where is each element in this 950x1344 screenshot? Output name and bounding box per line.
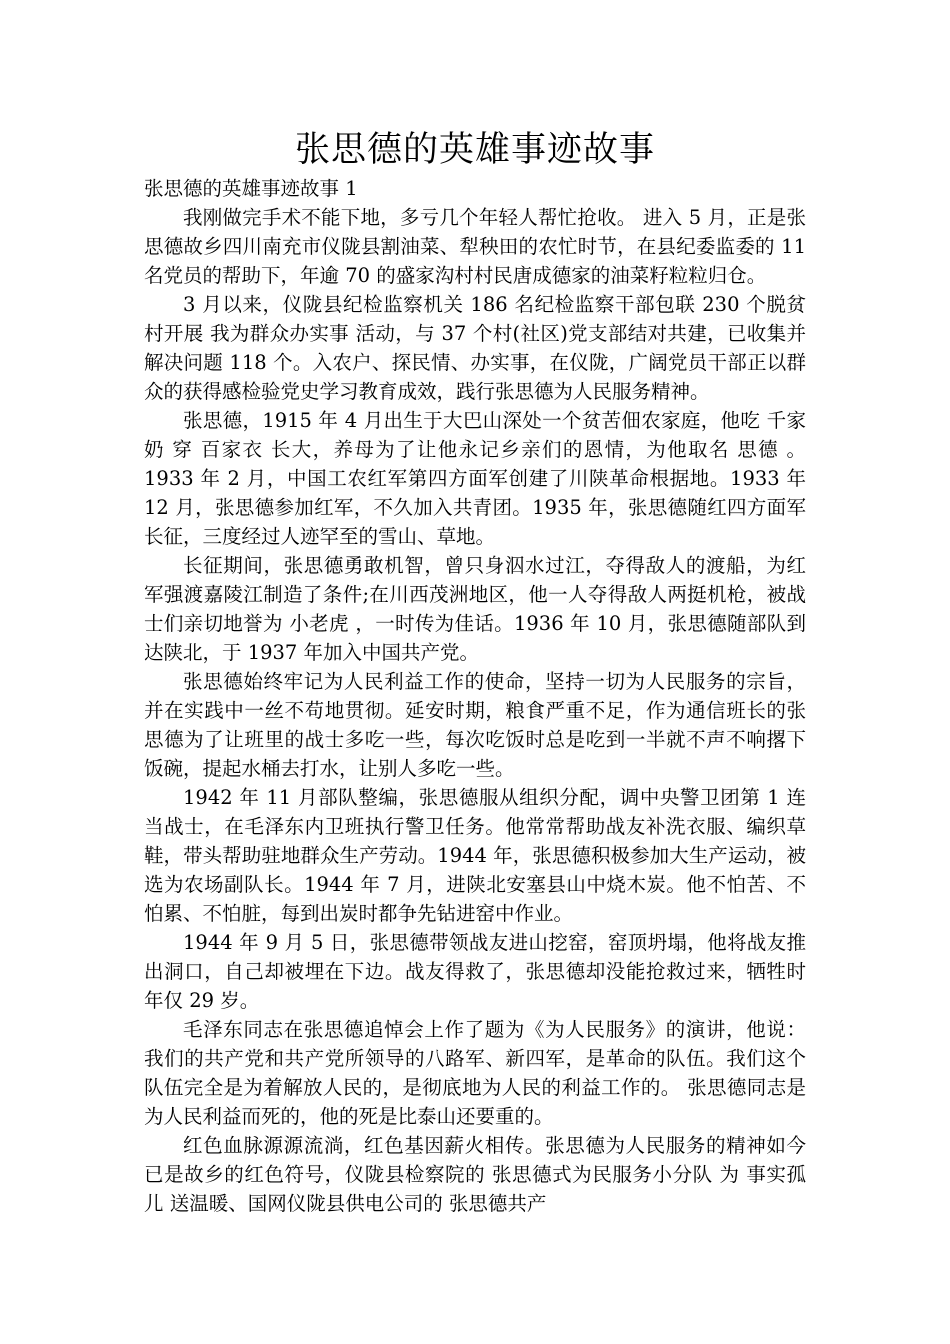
paragraph-7: 1944 年 9 月 5 日，张思德带领战友进山挖窑，窑顶坍塌，他将战友推出洞口，自己却被埋在下边。战友得救了，张思德却没能抢救过来，牺牲时年仅 29 岁。 bbox=[144, 931, 806, 1012]
paragraph-8: 毛泽东同志在张思德追悼会上作了题为《为人民服务》的演讲，他说： 我们的共产党和共产党所领导的八路军、新四军，是革命的队伍。我们这个队伍完全是为着解放人民的，是彻底地为人民的利益工作的。 张思德同志是为人民利益而死的，他的死是比泰山还要重的。 bbox=[144, 1018, 806, 1128]
paragraph-5: 张思德始终牢记为人民利益工作的使命，坚持一切为人民服务的宗旨，并在实践中一丝不苟地贯彻。延安时期，粮食严重不足，作为通信班长的张思德为了让班里的战士多吃一些，每次吃饭时总是吃到一半就不声不响撂下饭碗，提起水桶去打水，让别人多吃一些。 bbox=[144, 670, 806, 780]
document-title: 张思德的英雄事迹故事 bbox=[294, 130, 655, 170]
document-page bbox=[144, 128, 806, 1218]
document-subtitle: 张思德的英雄事迹故事 1 bbox=[144, 177, 358, 200]
paragraph-9: 红色血脉源源流淌，红色基因薪火相传。张思德为人民服务的精神如今已是故乡的红色符号，仪陇县检察院的 张思德式为民服务小分队 为 事实孤儿 送温暖、国网仪陇县供电公司的 张思德共产 bbox=[144, 1134, 806, 1215]
paragraph-1: 我刚做完手术不能下地，多亏几个年轻人帮忙抢收。 进入 5 月，正是张思德故乡四川南充市仪陇县割油菜、犁秧田的农忙时节，在县纪委监委的 11 名党员的帮助下，年逾 70 的盛家沟村村民唐成德家的油菜籽粒粒归仓。 bbox=[144, 206, 806, 287]
paragraph-6: 1942 年 11 月部队整编，张思德服从组织分配，调中央警卫团第 1 连当战士，在毛泽东内卫班执行警卫任务。他常常帮助战友补洗衣服、编织草鞋，带头帮助驻地群众生产劳动。1944 年，张思德积极参加大生产运动，被选为农场副队长。1944 年 7 月，进陕北安塞县山中烧木炭。他不怕苦、不怕累、不怕脏，每到出炭时都争先钻进窑中作业。 bbox=[144, 786, 806, 925]
paragraph-4: 长征期间，张思德勇敢机智，曾只身泅水过江，夺得敌人的渡船，为红军强渡嘉陵江制造了条件;在川西茂洲地区，他一人夺得敌人两挺机枪，被战士们亲切地誉为 小老虎 ，一时传为佳话。1936 年 10 月，张思德随部队到达陕北，于 1937 年加入中国共产党。 bbox=[144, 554, 806, 664]
paragraph-3: 张思德，1915 年 4 月出生于大巴山深处一个贫苦佃农家庭，他吃 千家奶 穿 百家衣 长大，养母为了让他永记乡亲们的恩情，为他取名 思德 。1933 年 2 月，中国工农红军第四方面军创建了川陕革命根据地。1933 年 12 月，张思德参加红军，不久加入共青团。1935 年，张思德随红四方面军长征，三度经过人迹罕至的雪山、草地。 bbox=[144, 409, 806, 548]
paragraph-2: 3 月以来，仪陇县纪检监察机关 186 名纪检监察干部包联 230 个脱贫村开展 我为群众办实事 活动，与 37 个村(社区)党支部结对共建，已收集并解决问题 118 个。入农户、探民情、办实事，在仪陇，广阔党员干部正以群众的获得感检验党史学习教育成效，践行张思德为人民服务精神。 bbox=[144, 293, 806, 403]
